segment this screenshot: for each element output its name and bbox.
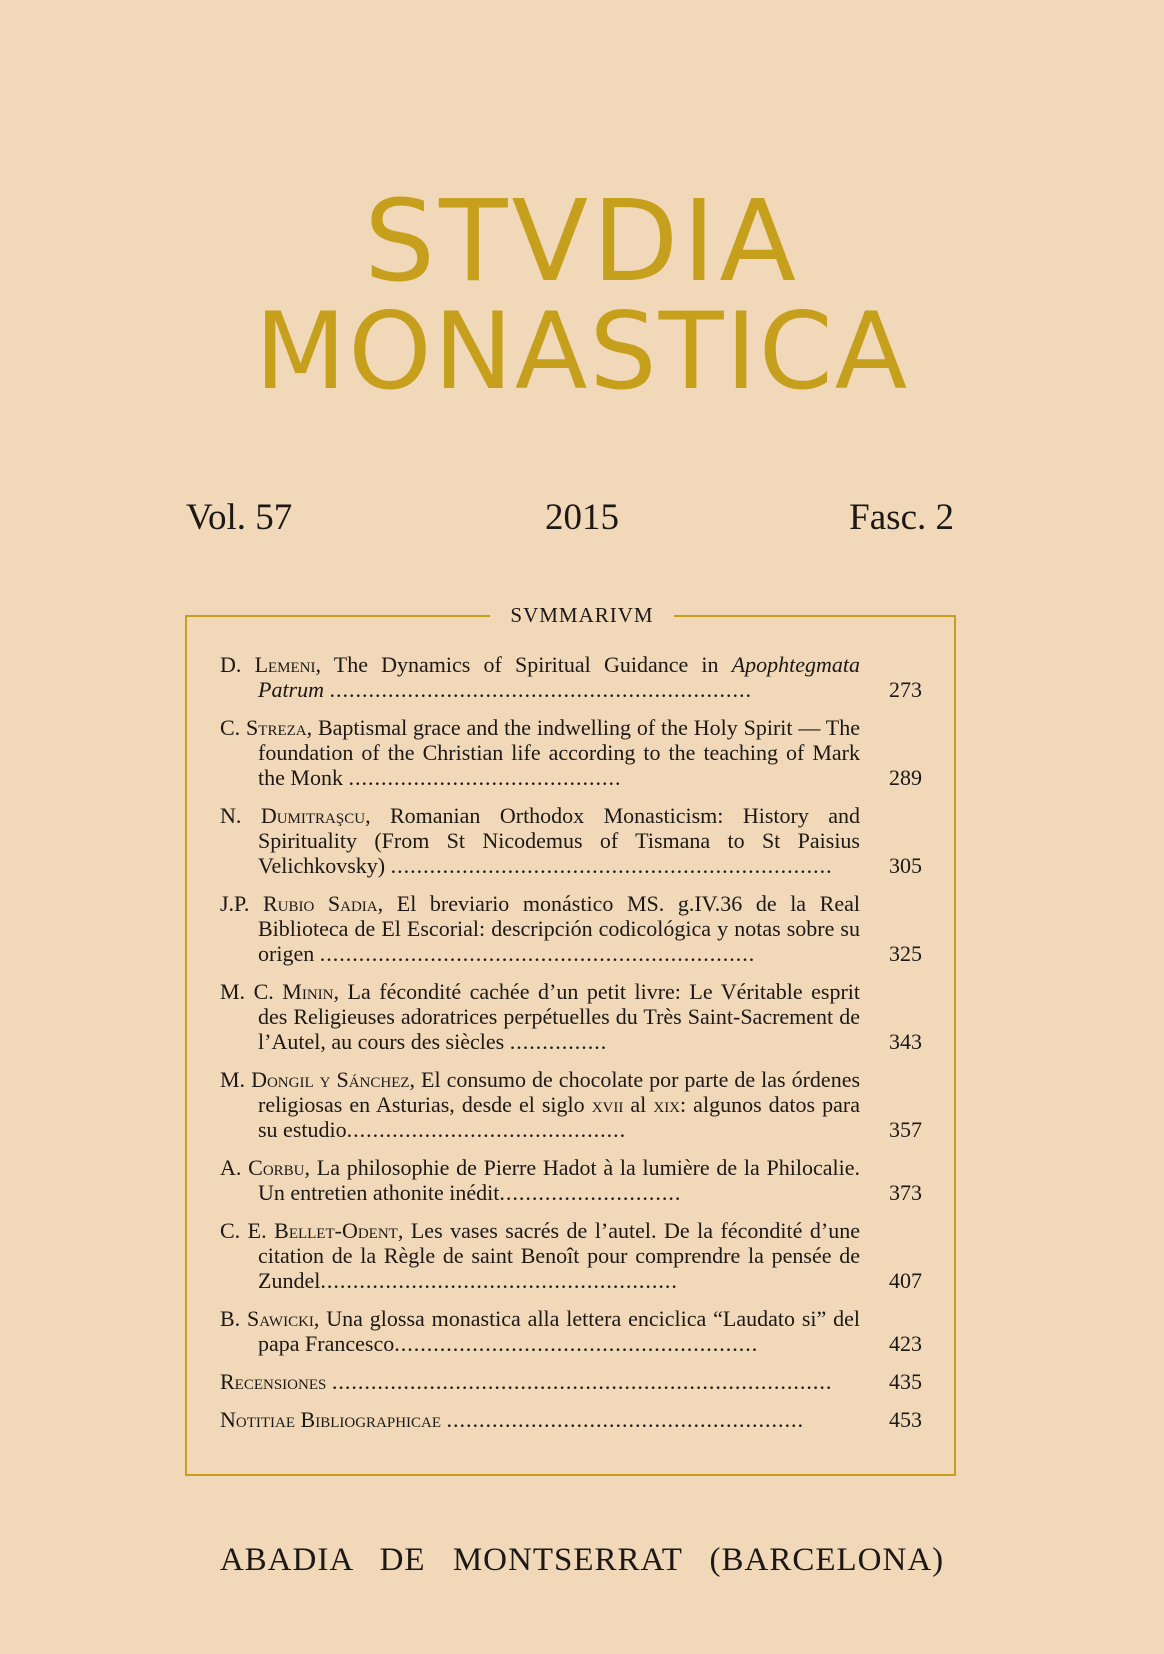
page-number: 407 — [889, 1268, 922, 1293]
page-number: 305 — [889, 853, 922, 878]
author-surname: Minin — [282, 979, 334, 1004]
issue-year: 2015 — [545, 497, 619, 538]
author-surname: Rubio Sadia — [262, 891, 378, 916]
article-title: Les vases sacrés de l’autel. De la fécondité d’une citation de la Règle de saint Benoît pour comprendre la pensée de Zundel — [258, 1218, 860, 1293]
article-title: La philosophie de Pierre Hadot à la lumière de la Philocalie. Un entretien athonite inédit — [258, 1155, 861, 1205]
toc-entry-dongil: M. Dongil y Sánchez, El consumo de chocolate por parte de las órdenes religiosas en Asturias, desde el siglo xvii al xix: algunos datos para su estudio........................................... 357 — [220, 1067, 922, 1142]
author-surname: Streza — [246, 715, 307, 740]
page-number: 357 — [889, 1117, 922, 1142]
author-initial: A. — [220, 1155, 242, 1180]
page-number: 343 — [889, 1029, 922, 1054]
toc-entry-lemeni: D. Lemeni, The Dynamics of Spiritual Guidance in Apophtegmata Patrum ................................................................. 273 — [220, 652, 922, 702]
article-title: Baptismal grace and the indwelling of the Holy Spirit — The foundation of the Christian life according to the teaching of Mark the Monk — [258, 715, 861, 790]
toc-entry-bellet-odent: C. E. Bellet-Odent, Les vases sacrés de l’autel. De la fécondité d’une citation de la Règle de saint Benoît pour comprendre la pensée de Zundel....................................................... 407 — [220, 1218, 922, 1293]
fascicle-number: Fasc. 2 — [849, 497, 954, 538]
section-label: Notitiae Bibliographicae — [220, 1407, 442, 1432]
page-number: 289 — [889, 765, 922, 790]
article-title: La fécondité cachée d’un petit livre: Le Véritable esprit des Religieuses adoratrices perpétuelles du Très Saint-Sacrement de l’Autel, au cours des siècles — [258, 979, 860, 1054]
century-numeral: xvii — [591, 1092, 624, 1117]
volume-number: Vol. 57 — [186, 497, 293, 538]
article-title: El breviario monástico MS. g.IV.36 de la Real Biblioteca de El Escorial: descripción codicológica y notas sobre su origen — [258, 891, 860, 966]
toc-section-recensiones: Recensiones ............................................................................. 435 — [220, 1369, 922, 1394]
page-number: 423 — [889, 1331, 922, 1356]
section-label: Recensiones — [220, 1369, 327, 1394]
author-surname: Bellet-Odent — [274, 1218, 398, 1243]
author-initial: D. — [220, 652, 242, 677]
toc-entry-minin: M. C. Minin, La fécondité cachée d’un petit livre: Le Véritable esprit des Religieuses adoratrices perpétuelles du Très Saint-Sacrement de l’Autel, au cours des siècles ............... 343 — [220, 979, 922, 1054]
author-initial: M. C. — [220, 979, 274, 1004]
author-initial: B. — [220, 1306, 241, 1331]
journal-title-line1: STVDIA — [363, 177, 800, 307]
author-surname: Corbu — [248, 1155, 305, 1180]
toc-entry-rubio-sadia: J.P. Rubio Sadia, El breviario monástico MS. g.IV.36 de la Real Biblioteca de El Escorial: descripción codicológica y notas sobre su origen ................................................................... 325 — [220, 891, 922, 966]
summary-heading: SVMMARIVM — [0, 600, 1164, 630]
author-initial: C. E. — [220, 1218, 267, 1243]
article-title: Romanian Orthodox Monasticism: History and Spirituality (From St Nicodemus of Tismana to St Paisius Velichkovsky) — [258, 803, 861, 878]
article-title-connector: al — [630, 1092, 647, 1117]
article-title: El consumo de chocolate por parte de las órdenes religiosas en Asturias, desde el siglo — [258, 1067, 861, 1117]
publisher-name: ABADIA DE MONTSERRAT (BARCELONA) — [219, 1542, 945, 1578]
article-title: Una glossa monastica alla lettera enciclica “Laudato si” del papa Francesco — [258, 1306, 860, 1356]
article-title-italic: Apophtegmata Patrum — [258, 652, 861, 702]
table-of-contents — [220, 652, 922, 1445]
page-number: 453 — [889, 1407, 922, 1432]
author-surname: Dumitraşcu — [260, 803, 366, 828]
author-initial: J.P. — [220, 891, 250, 916]
author-initial: N. — [220, 803, 242, 828]
author-initial: M. — [220, 1067, 246, 1092]
toc-entry-streza: C. Streza, Baptismal grace and the indwelling of the Holy Spirit — The foundation of the Christian life according to the teaching of Mark the Monk .......................................... 289 — [220, 715, 922, 790]
article-title-end: : algunos datos para su estudio — [258, 1092, 861, 1142]
toc-entry-corbu: A. Corbu, La philosophie de Pierre Hadot à la lumière de la Philocalie. Un entretien athonite inédit............................ 373 — [220, 1155, 922, 1205]
article-title: The Dynamics of Spiritual Guidance in — [333, 652, 719, 677]
page-number: 273 — [889, 677, 922, 702]
author-surname: Lemeni — [254, 652, 316, 677]
page-number: 373 — [889, 1180, 922, 1205]
century-numeral: xix — [653, 1092, 681, 1117]
author-surname: Dongil y Sánchez — [251, 1067, 410, 1092]
author-surname: Sawicki — [247, 1306, 314, 1331]
author-initial: C. — [220, 715, 241, 740]
toc-section-notitiae: Notitiae Bibliographicae ....................................................... 453 — [220, 1407, 922, 1432]
toc-entry-sawicki: B. Sawicki, Una glossa monastica alla lettera enciclica “Laudato si” del papa Francesco........................................................ 423 — [220, 1306, 922, 1356]
page-number: 435 — [889, 1369, 922, 1394]
journal-title-line2: MONASTICA — [254, 290, 910, 413]
page-number: 325 — [889, 941, 922, 966]
toc-entry-dumitrascu: N. Dumitraşcu, Romanian Orthodox Monasticism: History and Spirituality (From St Nicodemus of Tismana to St Paisius Velichkovsky) .................................................................... 305 — [220, 803, 922, 878]
